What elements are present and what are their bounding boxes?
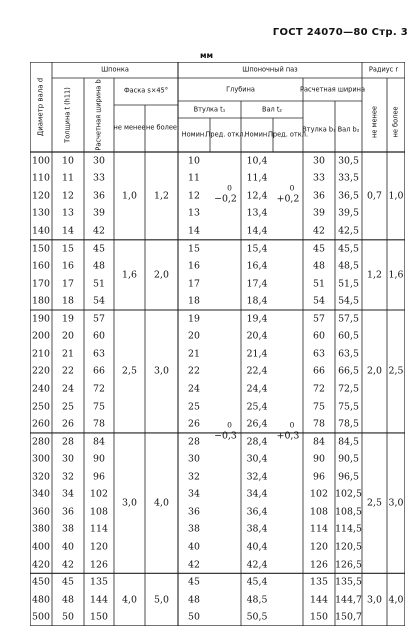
- cell-t2-nominal: 30,4: [246, 453, 268, 465]
- header-radius-min: не менее: [370, 106, 379, 138]
- cell-key-thickness: 26: [62, 418, 74, 430]
- cell-t1-nominal: 20: [188, 330, 200, 342]
- cell-shaft-diameter: 340: [32, 488, 50, 500]
- header-b1: Втулка b₁: [302, 125, 336, 134]
- cell-t2-nominal: 48,5: [246, 593, 268, 605]
- cell-b2: 57,5: [338, 313, 359, 325]
- cell-key-width: 102: [90, 488, 108, 500]
- cell-t1-nominal: 28: [188, 435, 200, 447]
- cell-b1: 84: [313, 435, 325, 447]
- cell-t2-upper-tol: 0: [289, 420, 295, 430]
- cell-shaft-diameter: 360: [32, 506, 50, 518]
- header-radius-max: не более: [391, 106, 400, 138]
- cell-b1: 114: [310, 523, 328, 535]
- cell-key-width: 60: [93, 330, 105, 342]
- cell-t1-nominal: 18: [188, 295, 200, 307]
- unit-label: мм: [200, 51, 214, 60]
- cell-radius-max: 2,5: [388, 365, 404, 377]
- cell-b1: 78: [313, 418, 325, 430]
- cell-chamfer-max: 2,0: [154, 269, 169, 281]
- cell-shaft-diameter: 280: [32, 435, 50, 447]
- header-thickness: Толщина t (h11): [63, 87, 72, 143]
- cell-t1-nominal: 32: [188, 471, 200, 483]
- cell-b1: 39: [313, 207, 325, 219]
- cell-key-width: 78: [93, 418, 105, 430]
- cell-b2: 48,5: [338, 260, 359, 272]
- cell-t2-nominal: 22,4: [246, 365, 268, 377]
- cell-shaft-diameter: 300: [32, 453, 50, 465]
- header-t1-nom: Номин.: [181, 130, 207, 139]
- cell-key-thickness: 40: [62, 541, 74, 553]
- cell-shaft-diameter: 150: [32, 242, 50, 254]
- cell-key-thickness: 10: [62, 155, 74, 167]
- cell-key-thickness: 28: [62, 435, 74, 447]
- cell-shaft-diameter: 400: [32, 541, 50, 553]
- cell-radius-min: 3,0: [367, 593, 382, 605]
- cell-chamfer-max: 3,0: [154, 365, 169, 377]
- cell-t1-nominal: 45: [188, 576, 200, 588]
- cell-t1-nominal: 11: [188, 172, 200, 184]
- cell-b1: 30: [313, 155, 325, 167]
- cell-key-width: 33: [93, 172, 105, 184]
- header-t2-nom: Номин.: [244, 130, 270, 139]
- cell-key-thickness: 34: [62, 488, 74, 500]
- cell-key-thickness: 24: [62, 383, 74, 395]
- cell-b2: 54,5: [338, 295, 359, 307]
- cell-t2-nominal: 19,4: [246, 313, 268, 325]
- cell-shaft-diameter: 100: [32, 155, 50, 167]
- cell-key-thickness: 42: [62, 558, 74, 570]
- cell-shaft-diameter: 420: [32, 558, 50, 570]
- cell-shaft-diameter: 160: [32, 260, 50, 272]
- cell-shaft-diameter: 120: [32, 190, 50, 202]
- cell-key-thickness: 19: [62, 313, 74, 325]
- cell-shaft-diameter: 170: [32, 277, 50, 289]
- cell-b2: 96,5: [338, 471, 359, 483]
- cell-shaft-diameter: 250: [32, 400, 50, 412]
- cell-b1: 72: [313, 383, 325, 395]
- cell-b2: 63,5: [338, 348, 359, 360]
- cell-b2: 144,7: [335, 593, 362, 605]
- cell-key-width: 72: [93, 383, 105, 395]
- cell-t1-nominal: 12: [188, 190, 200, 202]
- cell-t2-nominal: 25,4: [246, 400, 268, 412]
- header-shaft-t2: Вал t₂: [261, 105, 283, 114]
- cell-t1-nominal: 26: [188, 418, 200, 430]
- cell-radius-max: 4,0: [388, 593, 404, 605]
- cell-key-thickness: 12: [62, 190, 74, 202]
- cell-key-thickness: 13: [62, 207, 74, 219]
- cell-shaft-diameter: 180: [32, 295, 50, 307]
- cell-key-width: 66: [93, 365, 105, 377]
- cell-t1-upper-tol: 0: [227, 420, 232, 430]
- cell-key-width: 144: [90, 593, 108, 605]
- cell-shaft-diameter: 240: [32, 383, 50, 395]
- header-hub-t1: Втулка t₁: [193, 105, 226, 114]
- cell-t2-nominal: 26,4: [246, 418, 268, 430]
- cell-key-width: 54: [93, 295, 105, 307]
- header-calc-width: Расчетная ширина b: [94, 79, 103, 151]
- cell-key-thickness: 48: [62, 593, 74, 605]
- cell-t2-nominal: 38,4: [246, 523, 268, 535]
- cell-chamfer-max: 1,2: [154, 190, 169, 202]
- cell-t2-upper-tol: 0: [289, 183, 295, 193]
- cell-t1-nominal: 40: [188, 541, 200, 553]
- cell-key-width: 39: [93, 207, 105, 219]
- cell-t2-nominal: 45,4: [246, 576, 268, 588]
- cell-b2: 84,5: [338, 435, 359, 447]
- cell-b1: 150: [310, 611, 328, 623]
- cell-t1-nominal: 13: [188, 207, 200, 219]
- cell-key-width: 135: [90, 576, 108, 588]
- cell-t2-nominal: 12,4: [246, 190, 268, 202]
- cell-key-width: 30: [93, 155, 105, 167]
- cell-key-width: 90: [93, 453, 105, 465]
- header-t2-tol: Пред. откл.: [267, 130, 309, 139]
- cell-t2-nominal: 20,4: [246, 330, 268, 342]
- cell-chamfer-min: 3,0: [122, 497, 137, 509]
- cell-b1: 66: [313, 365, 325, 377]
- cell-t1-lower-tol: −0,3: [214, 430, 237, 442]
- cell-shaft-diameter: 220: [32, 365, 50, 377]
- cell-shaft-diameter: 190: [32, 313, 50, 325]
- cell-shaft-diameter: 320: [32, 471, 50, 483]
- cell-b1: 135: [310, 576, 328, 588]
- cell-key-thickness: 20: [62, 330, 74, 342]
- cell-b2: 114,5: [335, 523, 362, 535]
- cell-key-width: 114: [90, 523, 108, 535]
- cell-t2-lower-tol: +0,3: [276, 430, 300, 442]
- header-key: Шпонка: [101, 65, 129, 74]
- header-chamfer-max: не более: [146, 123, 177, 132]
- cell-b1: 75: [313, 400, 325, 412]
- cell-t2-nominal: 14,4: [246, 225, 268, 237]
- page-header: ГОСТ 24070—80 Стр. 3: [272, 27, 408, 38]
- cell-key-thickness: 21: [62, 348, 74, 360]
- cell-t2-nominal: 36,4: [246, 506, 268, 518]
- header-depth: Глубина: [226, 85, 255, 94]
- cell-t2-nominal: 15,4: [246, 242, 268, 254]
- cell-b1: 42: [313, 225, 325, 237]
- cell-b2: 135,5: [335, 576, 362, 588]
- cell-b1: 36: [313, 190, 325, 202]
- cell-b2: 78,5: [338, 418, 359, 430]
- cell-key-width: 42: [93, 225, 105, 237]
- header-radius: Радиус r: [368, 65, 399, 74]
- cell-key-width: 96: [93, 471, 105, 483]
- cell-b2: 33,5: [338, 172, 359, 184]
- cell-t2-nominal: 32,4: [246, 471, 268, 483]
- cell-t1-nominal: 30: [188, 453, 200, 465]
- cell-t2-lower-tol: +0,2: [276, 193, 300, 205]
- cell-t2-nominal: 50,5: [246, 611, 268, 623]
- cell-b2: 42,5: [338, 225, 359, 237]
- cell-key-thickness: 16: [62, 260, 74, 272]
- cell-key-width: 84: [93, 435, 105, 447]
- cell-t1-nominal: 36: [188, 506, 200, 518]
- cell-b2: 36,5: [338, 190, 359, 202]
- cell-t2-nominal: 24,4: [246, 383, 268, 395]
- cell-key-width: 36: [93, 190, 105, 202]
- cell-key-thickness: 38: [62, 523, 74, 535]
- cell-t1-nominal: 16: [188, 260, 200, 272]
- cell-t2-nominal: 13,4: [246, 207, 268, 219]
- cell-t2-nominal: 11,4: [246, 172, 268, 184]
- header-t1-tol: Пред. откл.: [205, 130, 246, 139]
- cell-b1: 144: [310, 593, 328, 605]
- cell-radius-min: 1,2: [367, 269, 382, 281]
- cell-key-width: 51: [93, 277, 105, 289]
- cell-key-thickness: 22: [62, 365, 74, 377]
- cell-chamfer-min: 1,6: [122, 269, 137, 281]
- cell-b1: 57: [313, 313, 325, 325]
- cell-t2-nominal: 10,4: [246, 155, 268, 167]
- cell-b1: 45: [313, 242, 325, 254]
- cell-shaft-diameter: 130: [32, 207, 50, 219]
- cell-chamfer-min: 1,0: [122, 190, 137, 202]
- cell-t2-nominal: 28,4: [246, 435, 268, 447]
- cell-key-thickness: 17: [62, 277, 74, 289]
- cell-t2-nominal: 18,4: [246, 295, 268, 307]
- cell-b2: 102,5: [335, 488, 362, 500]
- cell-shaft-diameter: 110: [32, 172, 50, 184]
- cell-b1: 120: [310, 541, 328, 553]
- cell-t1-nominal: 21: [188, 348, 200, 360]
- cell-key-width: 126: [90, 558, 108, 570]
- cell-key-thickness: 14: [62, 225, 74, 237]
- cell-key-thickness: 11: [62, 172, 74, 184]
- cell-b2: 120,5: [335, 541, 362, 553]
- cell-b1: 54: [313, 295, 325, 307]
- cell-key-thickness: 25: [62, 400, 74, 412]
- cell-key-width: 108: [90, 506, 108, 518]
- cell-b1: 96: [313, 471, 325, 483]
- cell-shaft-diameter: 500: [32, 611, 50, 623]
- cell-t1-nominal: 34: [188, 488, 200, 500]
- cell-t1-nominal: 19: [188, 313, 200, 325]
- cell-key-width: 75: [93, 400, 105, 412]
- cell-shaft-diameter: 380: [32, 523, 50, 535]
- cell-key-thickness: 18: [62, 295, 74, 307]
- cell-t2-nominal: 34,4: [246, 488, 268, 500]
- header-b2: Вал b₂: [337, 125, 360, 134]
- cell-b2: 75,5: [338, 400, 359, 412]
- cell-b1: 48: [313, 260, 325, 272]
- key-dimensions-table: [30, 62, 405, 626]
- cell-b2: 150,7: [335, 611, 362, 623]
- header-shaft-diameter: Диаметр вала d: [36, 77, 45, 137]
- cell-t2-nominal: 42,4: [246, 558, 268, 570]
- cell-shaft-diameter: 210: [32, 348, 50, 360]
- cell-key-width: 48: [93, 260, 105, 272]
- cell-t1-nominal: 22: [188, 365, 200, 377]
- cell-key-thickness: 15: [62, 242, 74, 254]
- header-slot-width: Расчетная ширина: [300, 85, 365, 94]
- cell-b1: 108: [310, 506, 328, 518]
- cell-chamfer-max: 4,0: [154, 497, 169, 509]
- cell-key-width: 150: [90, 611, 108, 623]
- cell-key-thickness: 45: [62, 576, 74, 588]
- cell-t2-nominal: 21,4: [246, 348, 268, 360]
- cell-t2-nominal: 16,4: [246, 260, 268, 272]
- cell-b1: 90: [313, 453, 325, 465]
- cell-t1-nominal: 14: [188, 225, 200, 237]
- cell-key-thickness: 50: [62, 611, 74, 623]
- cell-key-thickness: 36: [62, 506, 74, 518]
- cell-key-width: 120: [90, 541, 108, 553]
- cell-shaft-diameter: 480: [32, 593, 50, 605]
- cell-t1-upper-tol: 0: [227, 183, 232, 193]
- header-chamfer-min: не менее: [113, 123, 146, 132]
- header-chamfer: Фаска s×45°: [123, 86, 169, 95]
- cell-radius-min: 0,7: [367, 190, 382, 202]
- cell-key-thickness: 32: [62, 471, 74, 483]
- cell-b1: 63: [313, 348, 325, 360]
- cell-t1-nominal: 15: [188, 242, 200, 254]
- cell-t1-nominal: 25: [188, 400, 200, 412]
- cell-t1-nominal: 24: [188, 383, 200, 395]
- cell-b2: 66,5: [338, 365, 359, 377]
- cell-b2: 39,5: [338, 207, 359, 219]
- cell-shaft-diameter: 260: [32, 418, 50, 430]
- cell-t1-nominal: 17: [188, 277, 200, 289]
- cell-t1-nominal: 38: [188, 523, 200, 535]
- cell-t1-nominal: 48: [188, 593, 200, 605]
- cell-radius-min: 2,0: [367, 365, 382, 377]
- cell-t2-nominal: 40,4: [246, 541, 268, 553]
- cell-chamfer-min: 2,5: [122, 365, 137, 377]
- cell-key-width: 63: [93, 348, 105, 360]
- cell-t1-nominal: 10: [188, 155, 200, 167]
- cell-b1: 126: [310, 558, 328, 570]
- cell-t1-lower-tol: −0,2: [214, 193, 237, 205]
- cell-b2: 51,5: [338, 277, 359, 289]
- cell-t2-nominal: 17,4: [246, 277, 268, 289]
- cell-chamfer-min: 4,0: [122, 593, 137, 605]
- cell-shaft-diameter: 140: [32, 225, 50, 237]
- cell-chamfer-max: 5,0: [154, 593, 169, 605]
- cell-b2: 30,5: [338, 155, 359, 167]
- cell-b2: 45,5: [338, 242, 359, 254]
- cell-key-thickness: 30: [62, 453, 74, 465]
- cell-radius-max: 1,0: [388, 190, 404, 202]
- cell-b2: 108,5: [335, 506, 362, 518]
- cell-b2: 60,5: [338, 330, 359, 342]
- cell-b1: 102: [310, 488, 328, 500]
- cell-key-width: 45: [93, 242, 105, 254]
- cell-radius-max: 3,0: [388, 497, 404, 509]
- cell-shaft-diameter: 450: [32, 576, 50, 588]
- cell-t1-nominal: 42: [188, 558, 200, 570]
- cell-b1: 33: [313, 172, 325, 184]
- cell-b1: 60: [313, 330, 325, 342]
- cell-b1: 51: [313, 277, 325, 289]
- cell-b2: 90,5: [338, 453, 359, 465]
- cell-b2: 72,5: [338, 383, 359, 395]
- cell-radius-min: 2,5: [367, 497, 382, 509]
- cell-t1-nominal: 50: [188, 611, 200, 623]
- header-keyway: Шпоночный паз: [242, 65, 298, 74]
- cell-key-width: 57: [93, 313, 105, 325]
- cell-b2: 126,5: [335, 558, 362, 570]
- cell-shaft-diameter: 200: [32, 330, 50, 342]
- cell-radius-max: 1,6: [388, 269, 404, 281]
